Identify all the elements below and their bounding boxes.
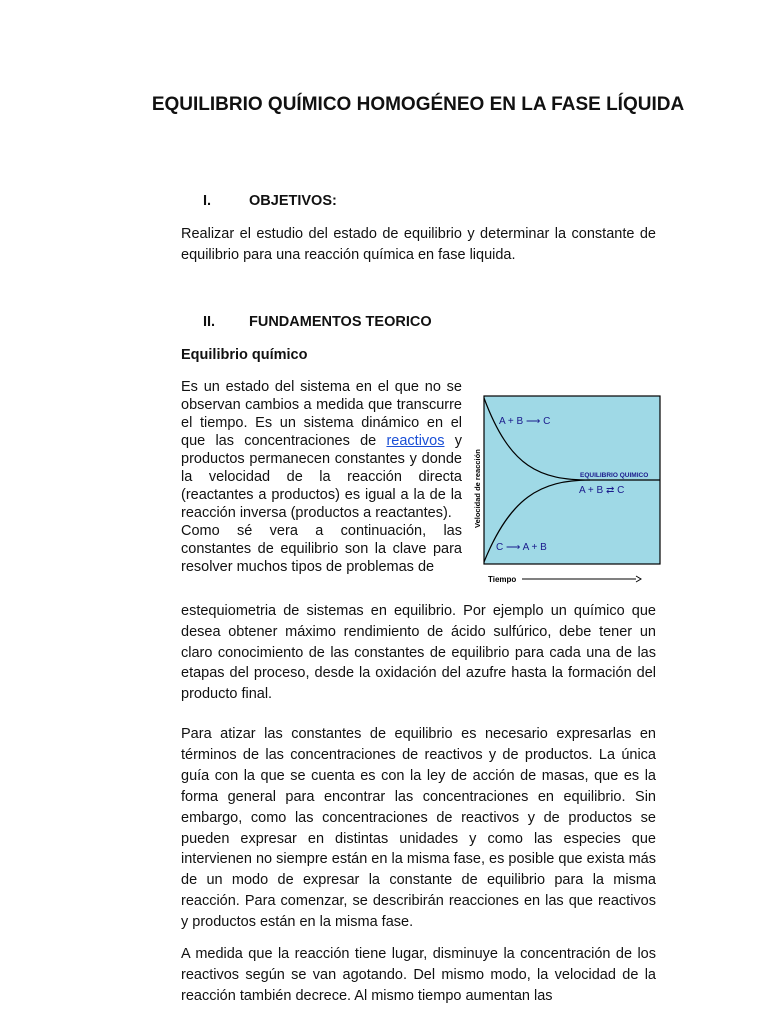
section-number-fundamentos: II. <box>203 314 216 330</box>
document-title: EQUILIBRIO QUÍMICO HOMOGÉNEO EN LA FASE LÍQUIDA <box>151 94 685 115</box>
equilibrium-reaction-label: A + B ⇄ C <box>579 485 625 496</box>
section-title-fundamentos: FUNDAMENTOS TEORICO <box>249 314 432 330</box>
definition-paragraph <box>181 378 462 522</box>
section-title-objetivos: OBJETIVOS: <box>249 193 337 209</box>
wrapped-text-column <box>181 378 462 576</box>
time-arrow-head <box>636 576 641 582</box>
x-axis-label: Tiempo <box>488 575 517 584</box>
reactivos-link[interactable]: reactivos <box>386 433 445 449</box>
definition-text-start: Es un estado del sistema en el que no se observan cambios a medida que transcurre el tiempo. Es un sistema dinámico en el que las concentraciones de <box>181 379 462 449</box>
reverse-reaction-label: C ⟶ A + B <box>496 542 547 553</box>
section-number-objetivos: I. <box>203 193 212 209</box>
definition-text-end: y productos permanecen constantes y donde la velocidad de la reacción directa (reactantes a productos) es igual a la de la reacción inversa (productos a reactantes). <box>181 433 462 521</box>
medida-paragraph: A medida que la reacción tiene lugar, disminuye la concentración de los reactivos según se van agotando. Del mismo modo, la velocidad de la reacción también decrece. Al mismo tiempo aumentan las <box>181 946 656 1004</box>
atizar-paragraph: Para atizar las constantes de equilibrio es necesario expresarlas en términos de las concentraciones de reactivos y de productos. La única guía con la que se cuenta es con la ley de acción de masas, que es la forma general para encontrar las concentraciones en equilibrio. Sin embargo, como las concentraciones de reactivos y de productos se pueden expresar en distintas unidades y como las especies que intervienen no siempre están en la misma fase, es posible que exista más de un modo de expresar la constante de equilibrio para la misma reacción. Para comenzar, se describirán reacciones en las que reactivos y productos están en la misma fase. <box>181 726 656 931</box>
estequiometria-paragraph: estequiometria de sistemas en equilibrio. Por ejemplo un químico que desea obtener máximo rendimiento de ácido sulfúrico, debe tener un claro conocimiento de las constantes de equilibrio para cada una de las etapas del proceso, desde la oxidación del azufre hasta la formación del producto final. <box>181 603 656 703</box>
subheading-equilibrio: Equilibrio químico <box>181 347 308 363</box>
equilibrium-label: EQUILIBRIO QUIMICO <box>580 472 649 479</box>
forward-reaction-label: A + B ⟶ C <box>499 416 551 427</box>
continuation-intro-paragraph: Como sé vera a continuación, las constantes de equilibrio son la clave para resolver muchos tipos de problemas de <box>181 523 462 575</box>
objetivos-paragraph: Realizar el estudio del estado de equilibrio y determinar la constante de equilibrio para una reacción química en fase liquida. <box>181 226 656 263</box>
y-axis-label: Velocidad de reacción <box>473 449 482 528</box>
equilibrium-figure <box>470 388 666 588</box>
